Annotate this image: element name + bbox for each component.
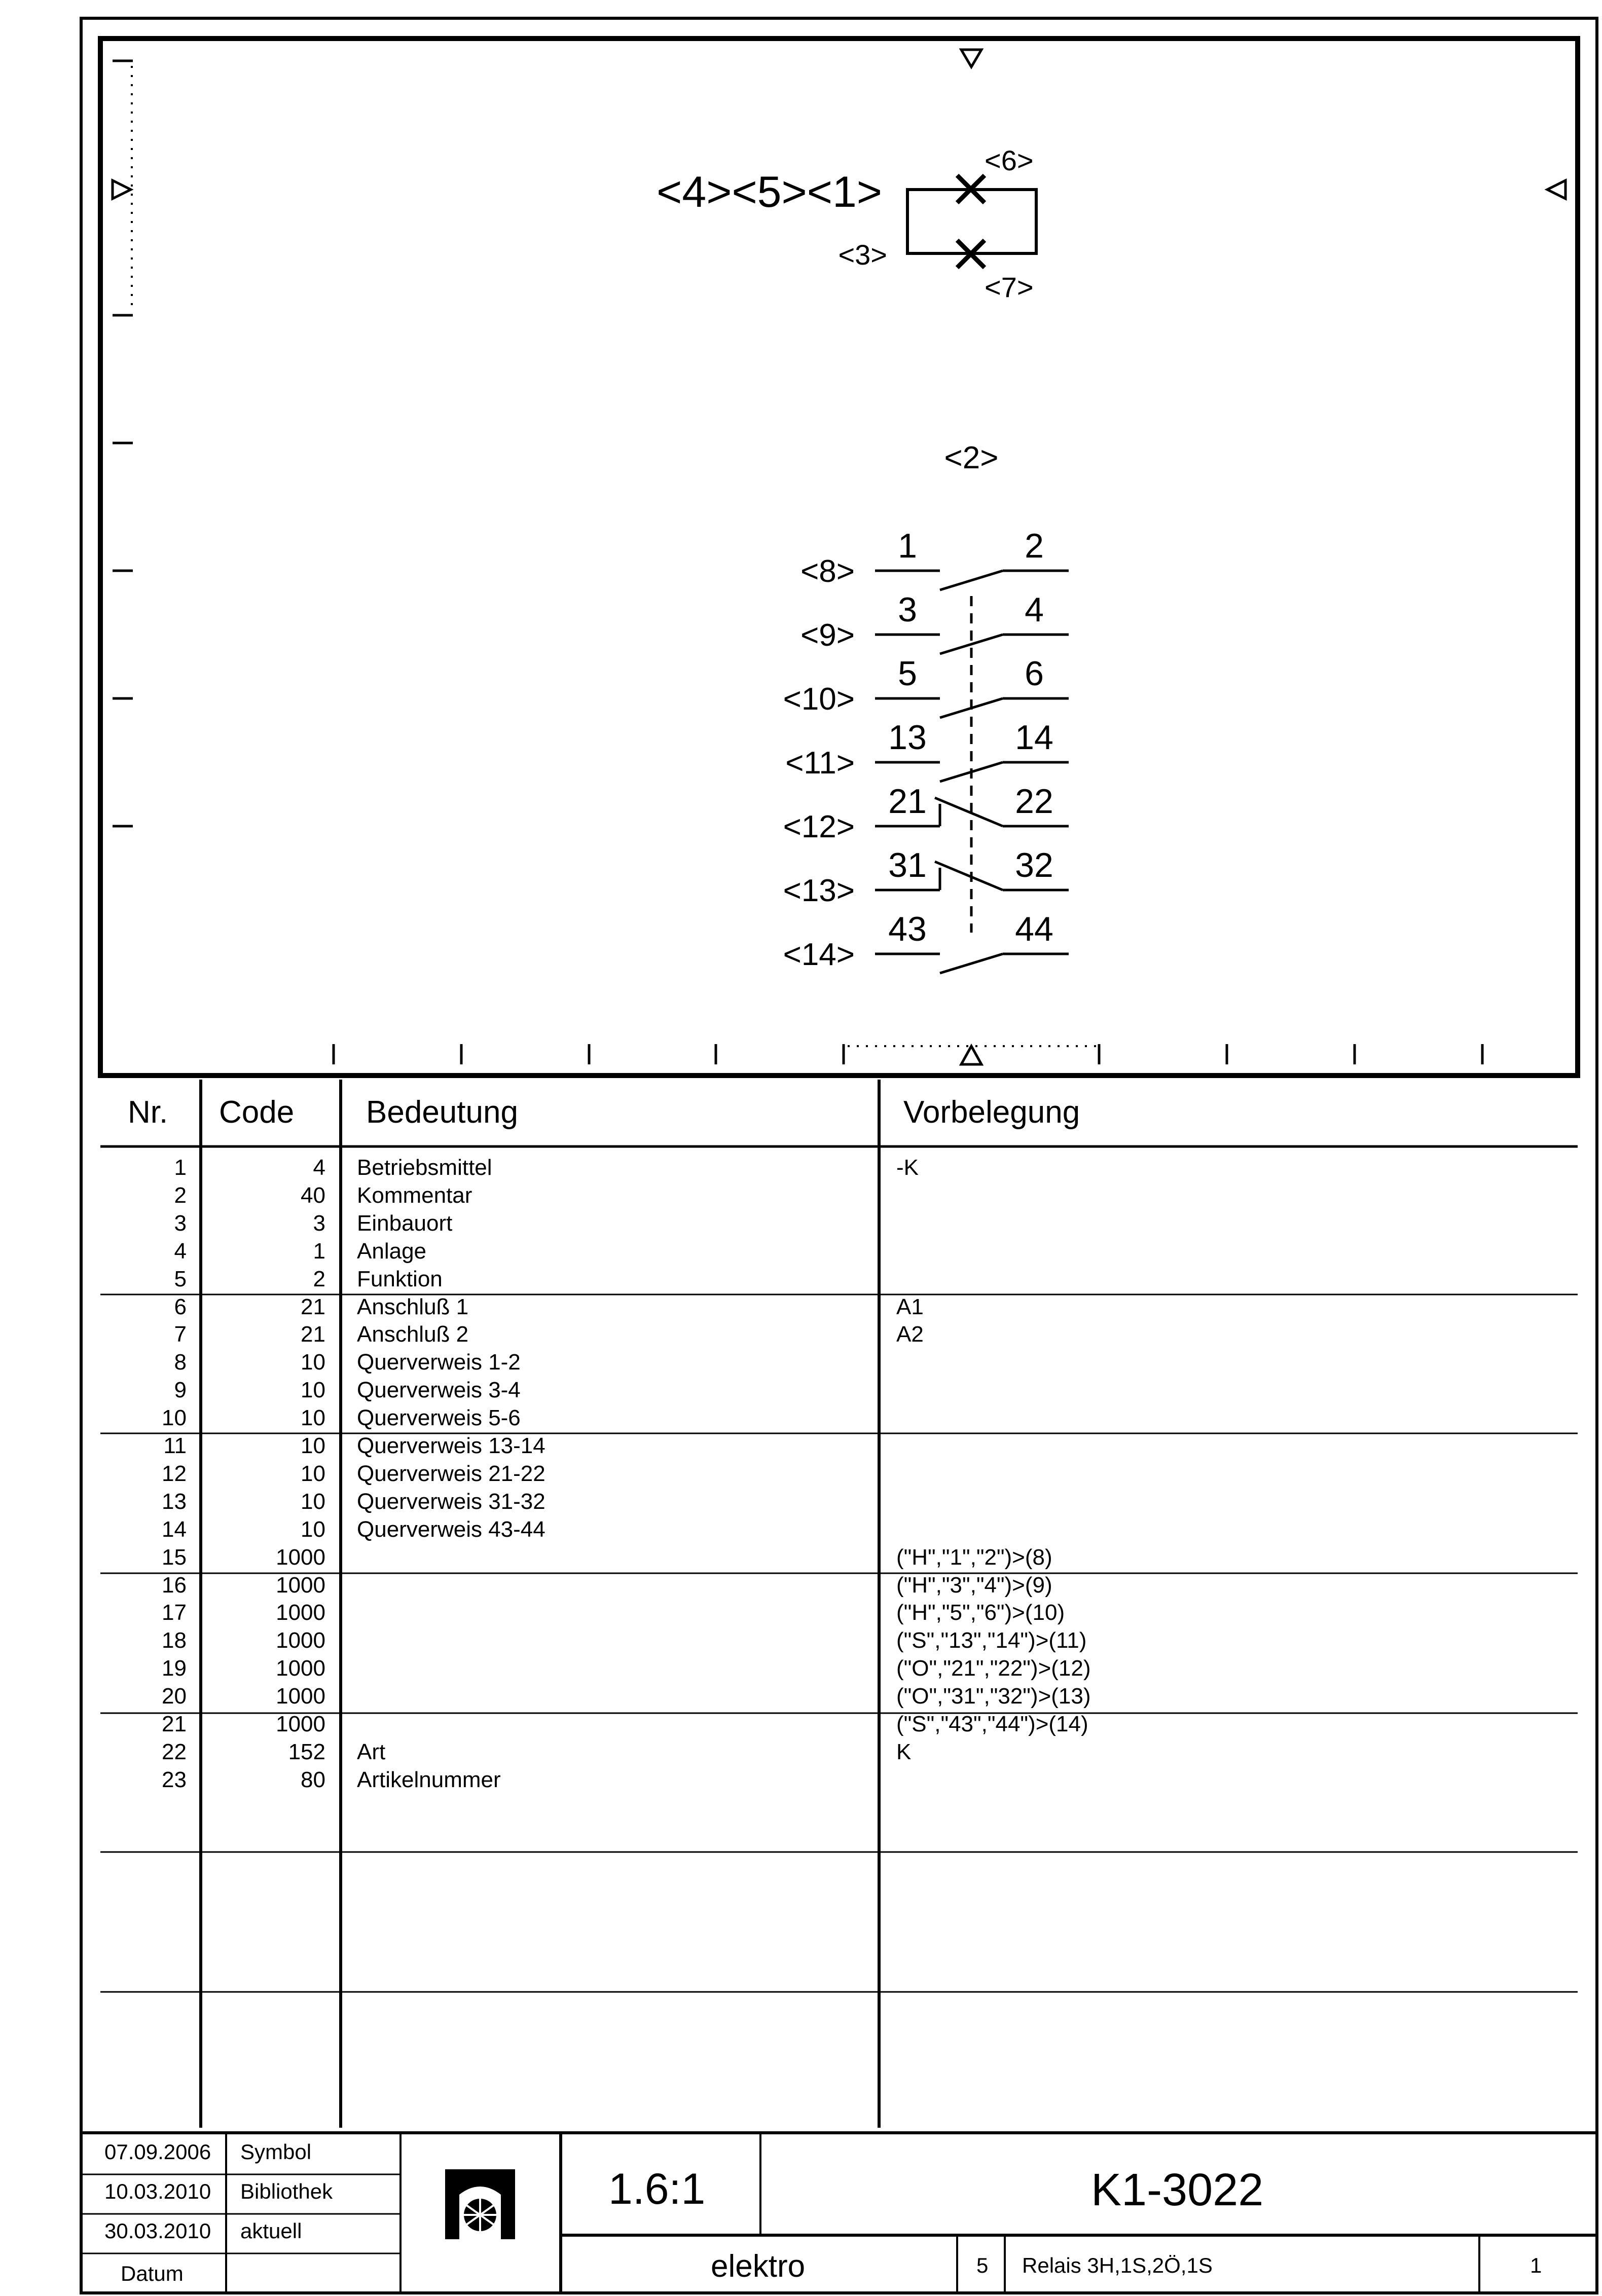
- row-code: 10: [301, 1516, 325, 1542]
- symbol-number: 5: [976, 2253, 989, 2277]
- table-row: [0, 1515, 1602, 1543]
- contact-terminal-left: 1: [898, 527, 917, 565]
- row-code: 1000: [276, 1684, 325, 1709]
- header-nr: Nr.: [128, 1095, 168, 1130]
- row-nr: 14: [162, 1516, 187, 1542]
- label-symbol: Symbol: [240, 2140, 312, 2164]
- row-code: 10: [301, 1350, 325, 1375]
- date-symbol: 07.09.2006: [104, 2140, 211, 2164]
- row-code: 80: [301, 1767, 325, 1792]
- library-name: elektro: [711, 2249, 806, 2284]
- row-vorbelegung: ("O","31","32")>(13): [896, 1684, 1091, 1709]
- table-row: [0, 1571, 1602, 1599]
- row-bedeutung: Betriebsmittel: [357, 1155, 492, 1180]
- datum-label: Datum: [121, 2262, 184, 2285]
- row-vorbelegung: ("O","21","22")>(12): [896, 1656, 1091, 1681]
- table-row: [0, 1710, 1602, 1738]
- row-bedeutung: Artikelnummer: [357, 1767, 501, 1792]
- table-row: [0, 1543, 1602, 1571]
- contact-ref: <13>: [783, 873, 855, 908]
- header-bedeutung: Bedeutung: [366, 1095, 518, 1130]
- table-row: [0, 1766, 1602, 1794]
- table-row: [0, 1209, 1602, 1237]
- row-vorbelegung: ("S","13","14")>(11): [896, 1628, 1087, 1653]
- table-row: [0, 1181, 1602, 1209]
- row-nr: 18: [162, 1628, 187, 1653]
- row-nr: 8: [174, 1350, 187, 1375]
- row-bedeutung: Querverweis 1-2: [357, 1350, 521, 1375]
- contact-terminal-left: 43: [888, 910, 927, 948]
- row-nr: 1: [174, 1155, 187, 1180]
- drawing-id: K1-3022: [1091, 2165, 1264, 2215]
- row-code: 1: [313, 1238, 325, 1264]
- contact-ref: <14>: [783, 937, 855, 972]
- table-row: [0, 1488, 1602, 1515]
- table-row: [0, 1682, 1602, 1710]
- row-nr: 11: [163, 1433, 187, 1458]
- row-code: 10: [301, 1461, 325, 1486]
- contact-ref: <9>: [800, 618, 855, 653]
- row-bedeutung: Kommentar: [357, 1182, 472, 1208]
- row-code: 1000: [276, 1628, 325, 1653]
- row-code: 2: [313, 1266, 325, 1291]
- row-code: 152: [288, 1739, 325, 1764]
- date-bibliothek: 10.03.2010: [104, 2179, 211, 2203]
- table-row: [0, 1626, 1602, 1654]
- row-nr: 4: [174, 1238, 187, 1264]
- row-nr: 15: [162, 1544, 187, 1570]
- row-code: 21: [301, 1294, 325, 1319]
- table-row: [0, 1293, 1602, 1321]
- row-code: 21: [301, 1322, 325, 1347]
- row-code: 1000: [276, 1572, 325, 1598]
- row-code: 1000: [276, 1600, 325, 1625]
- label-bibliothek: Bibliothek: [240, 2179, 333, 2203]
- table-row: [0, 1154, 1602, 1181]
- row-vorbelegung: ("H","3","4")>(9): [896, 1572, 1052, 1598]
- row-nr: 7: [174, 1322, 187, 1347]
- row-bedeutung: Querverweis 3-4: [357, 1378, 521, 1403]
- contact-terminal-right: 32: [1015, 846, 1053, 884]
- table-row: [0, 1654, 1602, 1682]
- comment-label: <2>: [944, 440, 999, 475]
- row-nr: 2: [174, 1182, 187, 1208]
- header-vorbelegung: Vorbelegung: [903, 1095, 1080, 1130]
- coil-label-3: <3>: [838, 239, 887, 271]
- row-nr: 13: [162, 1489, 187, 1514]
- table-row: [0, 1404, 1602, 1432]
- row-nr: 10: [162, 1405, 187, 1431]
- row-vorbelegung: ("S","43","44")>(14): [896, 1712, 1088, 1736]
- row-bedeutung: Querverweis 21-22: [357, 1461, 545, 1486]
- row-nr: 21: [162, 1712, 187, 1736]
- contact-terminal-left: 13: [888, 718, 927, 757]
- coil-label: <4><5><1>: [657, 168, 882, 216]
- row-nr: 16: [162, 1572, 187, 1598]
- row-bedeutung: Querverweis 5-6: [357, 1405, 521, 1431]
- row-bedeutung: Funktion: [357, 1266, 443, 1291]
- row-bedeutung: Anschluß 1: [357, 1294, 469, 1319]
- row-code: 1000: [276, 1656, 325, 1681]
- row-code: 10: [301, 1489, 325, 1514]
- contact-terminal-right: 4: [1025, 590, 1044, 629]
- row-nr: 3: [174, 1210, 187, 1236]
- row-vorbelegung: -K: [896, 1155, 919, 1180]
- contact-terminal-left: 3: [898, 590, 917, 629]
- table-row: [0, 1432, 1602, 1460]
- row-nr: 22: [162, 1739, 187, 1764]
- row-code: 4: [313, 1155, 325, 1180]
- contact-ref: <8>: [800, 554, 855, 589]
- contact-terminal-right: 6: [1025, 654, 1044, 693]
- row-bedeutung: Anlage: [357, 1238, 427, 1264]
- contact-terminal-right: 2: [1025, 527, 1044, 565]
- table-row: [0, 1376, 1602, 1404]
- label-aktuell: aktuell: [240, 2219, 302, 2243]
- table-row: [0, 1460, 1602, 1488]
- contact-terminal-left: 21: [888, 782, 927, 821]
- row-bedeutung: Art: [357, 1739, 386, 1764]
- contact-ref: <11>: [785, 746, 855, 781]
- row-nr: 17: [162, 1600, 187, 1625]
- symbol-description: Relais 3H,1S,2Ö,1S: [1022, 2253, 1213, 2277]
- scale-value: 1.6:1: [608, 2165, 706, 2213]
- row-bedeutung: Einbauort: [357, 1210, 453, 1236]
- row-nr: 20: [162, 1684, 187, 1709]
- date-aktuell: 30.03.2010: [104, 2219, 211, 2243]
- contact-ref: <10>: [783, 682, 855, 717]
- row-code: 10: [301, 1378, 325, 1403]
- table-row: [0, 1237, 1602, 1265]
- contact-terminal-left: 5: [898, 654, 917, 693]
- row-nr: 23: [162, 1767, 187, 1792]
- header-code: Code: [219, 1095, 295, 1130]
- table-row: [0, 1599, 1602, 1626]
- row-nr: 5: [174, 1266, 187, 1291]
- table-row: [0, 1320, 1602, 1348]
- table-row: [0, 1348, 1602, 1376]
- row-vorbelegung: A2: [896, 1322, 924, 1347]
- sheet-number: 1: [1530, 2253, 1542, 2277]
- row-code: 10: [301, 1433, 325, 1458]
- contact-terminal-right: 22: [1015, 782, 1053, 821]
- contact-terminal-right: 44: [1015, 910, 1053, 948]
- contact-terminal-right: 14: [1015, 718, 1053, 757]
- coil-label-7: <7>: [985, 271, 1034, 303]
- table-row: [0, 1738, 1602, 1766]
- row-vorbelegung: A1: [896, 1294, 924, 1319]
- row-code: 10: [301, 1405, 325, 1431]
- row-bedeutung: Anschluß 2: [357, 1322, 469, 1347]
- row-vorbelegung: K: [896, 1739, 912, 1764]
- row-nr: 9: [174, 1378, 187, 1403]
- row-bedeutung: Querverweis 43-44: [357, 1516, 545, 1542]
- row-code: 1000: [276, 1544, 325, 1570]
- row-nr: 6: [174, 1294, 187, 1319]
- coil-label-6: <6>: [985, 144, 1034, 176]
- contact-terminal-left: 31: [888, 846, 927, 884]
- row-nr: 19: [162, 1656, 187, 1681]
- row-bedeutung: Querverweis 13-14: [357, 1433, 545, 1458]
- contact-ref: <12>: [783, 809, 855, 844]
- row-nr: 12: [162, 1461, 187, 1486]
- row-code: 3: [313, 1210, 325, 1236]
- table-row: [0, 1265, 1602, 1293]
- row-vorbelegung: ("H","5","6")>(10): [896, 1600, 1065, 1625]
- row-bedeutung: Querverweis 31-32: [357, 1489, 545, 1514]
- row-vorbelegung: ("H","1","2")>(8): [896, 1544, 1052, 1570]
- row-code: 1000: [276, 1712, 325, 1736]
- row-code: 40: [301, 1182, 325, 1208]
